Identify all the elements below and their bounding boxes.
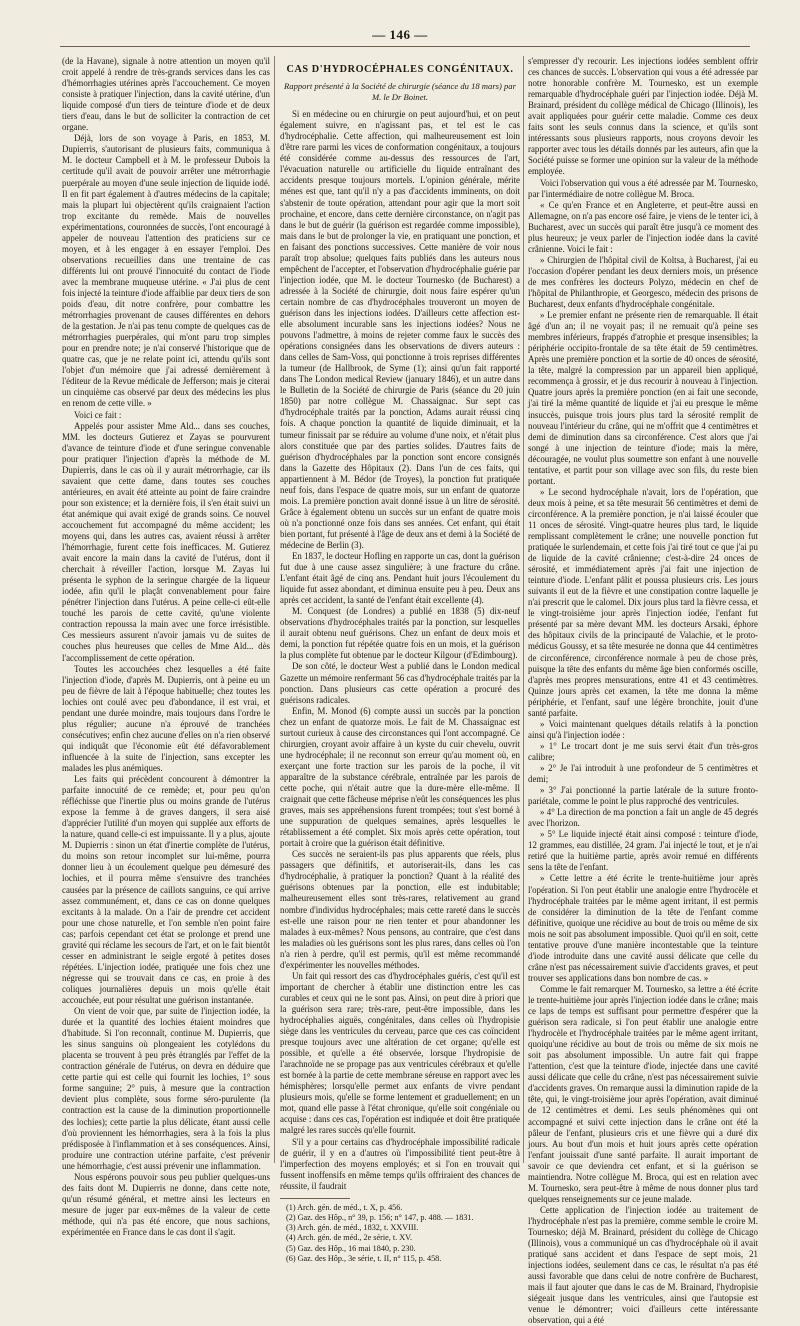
footnote: (4) Arch. gén. de méd., 2e série, t. XV.: [286, 1233, 413, 1243]
paragraph: En 1837, le docteur Hofling en rapporte un cas, dont la guérison fut due à une cause assez singulière; à une fracture du crâne. L'enfant était âgé de cinq ans. Pendant huit jours l'écoulement du liquide fut assez abondant, et diminua ensuite peu à peu. Deux ans après cet accident, la santé de l'enfant était excellente (4).: [280, 551, 520, 606]
paragraph: » 4° La direction de ma ponction a fait un angle de 45 degrés avec l'horizon.: [528, 807, 758, 829]
paragraph: Cette application de l'injection iodée au traitement de l'hydrocéphale n'est pas la première, comme semble le croire M. Tournesko; déjà M. Brainard, président du collège de Chicago (Illinois), vous a communiqué un cas d'hydrocéphale où il avait pratiqué sans accident et dans l'espace de sept mois, 21 injections iodées, seulement dans ce cas, le résultat n'a pas été aussi favorable que dans celui de notre confrère de Bucharest, mais il faut ajouter que dans le cas de M. Brainard, l'hydropisie siégeait jusque dans les ventricules, ainsi que l'autopsie est venue le démontrer; voici d'ailleurs cette intéressante observation, qui a été: [528, 1204, 758, 1326]
footnote: (2) Gaz. des Hôp., n° 39, p. 156; n° 147, p. 488. — 1831.: [286, 1212, 474, 1222]
paragraph: » Chirurgien de l'hôpital civil de Koltsa, à Bucharest, j'ai eu l'occasion d'opérer pendant les deux derniers mois, un présence de mes confrères les docteurs Polyzo, médecin en chef de l'hôpital de Philanthropie, et Georgesco, médecin des prisons de Bucharest, deux enfants d'hydrocéphale congénitale.: [528, 254, 758, 310]
footnote: (5) Gaz. des Hôp., 16 mai 1840, p. 230.: [286, 1243, 416, 1253]
article-title: CAS D'HYDROCÉPHALES CONGÉNITAUX.: [286, 64, 514, 75]
footnote: (6) Gaz. des Hôp., 3e série, t. II, n° 115, p. 458.: [286, 1253, 442, 1263]
paragraph: M. Conquest (de Londres) a publié en 1838 (5) dix-neuf observations d'hydrocéphales traités par la ponction, sur lesquelles il aurait obtenu neuf guérisons. Chez un enfant de deux mois et demi, la ponction fut répétée quatre fois en un mois, et la guérison la plus complète fut obtenue par le docteur Kilgour (d'Edimbourg).: [280, 606, 520, 661]
footnote: (3) Arch. gén. de méd., 1832, t. XXVIII.: [286, 1223, 419, 1233]
footnotes: [280, 1203, 520, 1264]
paragraph: » 5° Le liquide injecté était ainsi composé : teinture d'iode, 12 grammes, eau distillée, 24 gram. J'ai injecté le tout, et je n'ai retiré que la huitième partie, après avoir remué en différents sens la tête de l'enfant.: [528, 829, 758, 873]
page-number: — 146 —: [372, 27, 428, 42]
paragraph: » 2° Je l'ai introduit à une profondeur de 5 centimètres et demi;: [528, 763, 758, 785]
paragraph: Nous espérons pouvoir sous peu publier quelques-uns des faits dont M. Dupierris ne donne, dans cette note, qu'un résumé général, et mettre ainsi les lecteurs en mesure de juger par eux-mêmes de la valeur de cette méthode, qui n'a pas été encore, que nous sachions, expérimentée en France dans le cas dont il s'agit.: [62, 1171, 270, 1237]
paragraph: » Cette lettre a été écrite le trente-huitième jour après l'opération. Si l'on peut établir une analogie entre l'hydrocèle et l'hydrocéphale traitées par le même agent irritant, il est permis de considérer la diminution de la tête de l'enfant comme définitive, quoique une récidive au bout de trois ou même de six mois ne soit pas absolument impossible. Quoi qu'il en soit, cette tentative prouve d'une manière incontestable que la teinture d'iode introduite dans une cavité aussi délicate que celle du crâne n'est pas nécessairement suivie d'accidents graves, et peut trouver ses applications dans bon nombre de cas. »: [528, 873, 758, 983]
paragraph: Voici l'observation qui vous a été adressée par M. Tournesko, par l'intermédiaire de notre collègue M. Broca.: [528, 177, 758, 199]
column-left: [62, 56, 270, 1237]
paragraph: Comme le fait remarquer M. Tournesko, sa lettre a été écrite le trente-huitième jour après l'injection iodée dans le crâne; mais ce laps de temps est suffisant pour permettre d'espérer que la guérison sera radicale, si l'on peut établir une analogie entre l'hydrocèle et l'hydrocéphale traitées par le même agent irritant, quoiqu'une récidive au bout de trois ou même de six mois ne soit pas absolument impossible. Un autre fait qui frappe l'attention, c'est que la teinture d'iode, injectée dans une cavité aussi délicate que celle du crâne, n'est pas nécessairement suivie d'accidents graves. On remarque aussi la diminution rapide de la tête, qui, le vingt-troisième jour après l'opération, avait diminué de 12 centimètres et demi. Les seuls phénomènes qui ont accompagné et suivi cette injection dans le crâne ont été la pâleur de l'enfant, plusieurs cris et une fièvre qui a duré dix jours. Au bout d'un mois et huit jours après cette opération l'enfant jouissait d'une santé parfaite. Il aurait important de savoir ce que deviendra cet enfant, et si la guérison se maintiendra. Notre collègue M. Broca, qui est en relation avec M. Tournesko, sera peut-être à même de nous donner plus tard quelques renseignements sur ce jeune malade.: [528, 983, 758, 1204]
paragraph: » Voici maintenant quelques détails relatifs à la ponction ainsi qu'à l'injection iodée :: [528, 718, 758, 740]
footnote-rule: [280, 1198, 350, 1199]
column-middle: [280, 56, 520, 1263]
paragraph: Appelés pour assister Mme Ald... dans ses couches, MM. les docteurs Gutierez et Zayas se pourvurent d'avance de teinture d'iode et d'une seringue convenable pour pratiquer l'injection d'après la méthode de M. Dupierris, dans le cas où il y aurait métrorrhagie, car ils savaient que cette dame, dans toutes ses couches antérieures, en avait été atteinte au point de faire craindre pour son existence; et la dernière fois, il s'en était suivi un état anémique qui avait exigé de grands soins. Ce nouvel accouchement fut accompagné du même accident; les moyens qui, dans les autres cas, avaient réussi à arrêter l'hémorrhagie, furent cette fois inefficaces. M. Gutierez avait encore la main dans la cavité de l'utérus, dont il cherchait à réveiller l'action, lorsque M. Zayas lui présenta le syphon de la seringue chargée de la liqueur iodée, afin qu'il le plaçât convenablement pour faire pénétrer l'injection dans l'utérus. A peine celle-ci eût-elle touché les parois de cette cavité, qu'une violente contraction repoussa la main avec une force irrésistible. Ces messieurs assurent n'avoir jamais vu de suites de couches plus heureuses que celles de Mme Ald... dès l'accomplissement de cette opération.: [62, 420, 270, 663]
paragraph: » Le second hydrocéphale n'avait, lors de l'opération, que deux mois à peine, et sa tête mesurait 56 centimètres et demi de circonférence. A la première ponction, je n'ai laissé écouler que 11 onces de sérosité. Vingt-quatre heures plus tard, le liquide remplissant complètement le crâne; une nouvelle ponction fut pratiquée le surlendemain, et cette fois j'ai tiré tout ce que j'ai pu de liquide de la cavité crânienne; c'est-à-dire 24 onces de sérosité, et immédiatement après j'ai fait une injection de teinture d'iode. L'enfant pâlit et poussa plusieurs cris. Les jours suivants il eut de la fièvre et une constipation contre laquelle je n'ai prescrit que le calomel. Dix jours plus tard la fièvre cessa, et le vingt-troisième jour après l'injection iodée, l'enfant fut présenté par sa mère devant MM. les docteurs Arsaki, éphore des hôpitaux civils de la principauté de Valachie, et le proto-médicus Goussy, et sa tête mesurée ne donna que 44 centimètres de circonférence, circonférence normale à peu de chose près, puisque la tête des enfants du même âge bien conformés oscille, d'après mes propres mensurations, entre 41 et 43 centimètres. Quinze jours après cet examen, la tête me donna la même périphérie, et l'enfant, sauf une légère bronchite, jouit d'une santé parfaite.: [528, 486, 758, 718]
paragraph: (de la Havane), signale à notre attention un moyen qu'il croit appelé à rendre de très-grands services dans les cas d'hémorrhagies utérines après l'accouchement. Ce moyen consiste à pratiquer l'injection, dans la cavité utérine, d'un liquide composé d'un tiers de teinture d'iode et de deux tiers d'eau, dans le but de solliciter la contraction de cet organe.: [62, 56, 270, 133]
footnote: (1) Arch. gén. de méd., t. X, p. 456.: [286, 1202, 403, 1212]
paragraph: On vient de voir que, par suite de l'injection iodée, la durée et la quantité des lochies étaient moindres que d'habitude. Si l'on reconnaît, continue M. Dupierris, que les sinus sanguins où plongeaient les cotylédons du placenta se trouvent à peu près étranglés par l'effet de la contraction générale de l'utérus, on devra en déduire que cette partie qui est celle qui fournit les lochies, 1° sous forme sanguine; 2° puis, à mesure que la contraction devient plus complète, sous forme séro-purulente (la contraction est la cause de la diminution proportionnelle des lochies); cette partie la plus délicate, étant aussi celle d'où proviennent les hémorrhagies, sera à la fois la plus prédisposée à l'inflammation et à ses conséquences. Ainsi, produire une contraction utérine parfaite, c'est prévenir une hémorrhagie, c'est aussi prévenir une inflammation.: [62, 1006, 270, 1171]
paragraph: » 1° Le trocart dont je me suis servi était d'un très-gros calibre;: [528, 740, 758, 762]
column-divider: [523, 56, 524, 1163]
paragraph: Si en médecine ou en chirurgie on peut aujourd'hui, et on peut également suivre, en n'agissant pas, et tel est le cas d'hydrocéphalie. Cette affection, qui malheureusement est loin d'être rare parmi les vices de conformation congénitaux, a toujours été considérée comme au-dessus des ressources de l'art, l'évacuation naturelle ou artificielle du liquide entraînant des accidents presque toujours mortels. L'opinion générale, mérite ménes est que, tant qu'il n'y a pas d'accidents imminents, on doit s'abstenir de toute opération, attendant pour agir que la mort soit prochaine, et encore, dans cette dernière circonstance, on n'agit pas dans le but de guérir (la guérison est regardée comme impossible), mais dans le but de prolonger la vie, en pratiquant une ponction, et en faisant des ponctions successives. Cette manière de voir nous paraît trop absolue; quelques faits publiés dans les auteurs nous empêchent de l'accepter, et l'observation d'hydrocéphalie guérie par l'injection iodée, que M. le docteur Tournesko (de Bucharest) a adressée à la Société de chirurgie, doit nous faire espérer qu'un certain nombre de cas d'hydrocéphales trouveront un moyen de guérison dans les injections iodées. D'ailleurs cette affection est-elle absolument incurable sans les injections iodées? Nous ne pouvons l'admettre, à moins de rejeter comme faux le succès des opérations consignées dans les observations de divers auteurs : dans celles de Sam-Voss, qui ponctionne à trois reprises différentes la tumeur (de Hallbrook, de Syme (1); ainsi qu'un fait rapporté dans The London medical Review (january 1846), et un autre dans le Bulletin de la Société de chirurgie de Paris (séance du 20 juin 1850) par notre collègue M. Chassaignac. Sur sept cas d'hydrocéphale traités par la ponction, Adams aurait réussi cinq fois. A chaque ponction la quantité de liquide diminuait, et la tumeur finissait par se réduire au volume d'une noix, et n'était plus alors constituée que par des parties solides. D'autres faits de guérison d'hydrocéphales par la ponction sont encore consignés dans la Gazette des Hôpitaux (2). Dans l'un de ces faits, qui appartiennent à M. Bédor (de Troyes), la ponction fut pratiquée neuf fois, dans l'espace de quatre mois, sur un enfant de quatorze mois. La première ponction avait donné issue à un litre de sérosité. Grâce à également obtenu un succès sur un enfant de quatre mois où n'a ponctionné onze fois dans ses années. Cet enfant, qui était bien portant, fut présenté à l'âge de deux ans et demi à la Société de médecine de Berlin (3).: [280, 109, 520, 550]
paragraph: S'il y a pour certains cas d'hydrocéphale impossibilité radicale de guérir, il y en a d'autres où l'impossibilité tient peut-être à l'imperfection des moyens employés; et si l'on en trouvait qui fussent inoffensifs en même temps qu'ils offriraient des chances de réussite, il faudrait: [280, 1136, 520, 1191]
paragraph: Déjà, lors de son voyage à Paris, en 1853, M. Dupierris, s'autorisant de plusieurs faits, communiqua à M. le docteur Campbell et à M. le professeur Dubois la certitude qu'il avait de pouvoir arrêter une métrorrhagie puerpérale au moyen d'une seule injection de liquide iodé. Il en fit part également à d'autres médecins de la capitale; mais la plupart lui objectèrent qu'ils craignaient l'action trop excitante du remède. Mais de nouvelles expérimentations, couronnées de succès, l'ont encouragé à appeler de nouveau l'attention des praticiens sur ce moyen, et à les engager à en essayer l'emploi. Des observations recueillies dans une trentaine de cas différents lui ont prouvé l'innocuité du contact de l'iode avec la membrane muqueuse utérine. « J'ai plus de cent fois injecté la teinture d'iode affaiblie par deux tiers de son poids d'eau, dit notre confrère, pour combattre les métrorrhagies provenant de causes différentes en dehors de la gestation. Je n'ai pas tenu compte de quelques cas de métrorrhagies puerpérales, qui m'ont paru trop simples pour en prendre note; je n'ai conservé l'historique que de quatre cas, que je ne relate point ici, attendu qu'ils sont l'objet d'un mémoire que j'ai adressé dernièrement à l'éditeur de la Revue médicale de Jefferson; mais je citerai un cinquième cas observé par deux des médecins les plus en renom de cette ville. »: [62, 133, 270, 409]
paragraph: De son côté, le docteur West a publié dans le London medical Gazette un mémoire renfermant 56 cas d'hydrocéphale traités par la ponction. Dans plusieurs cas cette opération a procuré des guérisons radicales.: [280, 661, 520, 705]
article-subtitle: Rapport présenté à la Société de chirurgie (séance du 18 mars) par M. le Dr Boinet.: [284, 81, 516, 103]
page-header: [0, 26, 800, 46]
paragraph: Les faits qui précèdent concourent à démontrer la parfaite innocuité de ce remède; et, pour peu qu'on réfléchisse que l'inertie plus ou moins grande de l'utérus expose la femme à de graves dangers, il sera aisé d'apprécier l'utilité d'un moyen qui supplée aux efforts de la nature, quand celle-ci est impuissante. Il y a plus, ajoute M. Dupierris : sinon un état d'inertie complète de l'utérus, du moins son retour incomplet sur lui-même, pourra donner lieu à un écoulement quelque peu démesuré des lochies, et il pourra même s'ensuivre des tranchées causées par la présence de caillots sanguins, ce qui arrive assez communément, et, dans ce cas on donne quelques excitants à la malade. On a l'air de prendre cet accident pour une chose naturelle, et l'on semble n'en point faire cas; parfois cependant cet état se prolonge et prend une gravité qui réclame les secours de l'art, et on le fait bientôt cesser en administrant le seigle ergoté à petites doses répétées. L'injection iodée, pratiquée une fois chez une négresse qui se trouvait dans ce cas, en proie à des coliques journalières depuis un mois qu'elle était accouchée, eut pour résultat une guérison instantanée.: [62, 774, 270, 1005]
paragraph: « Ce qu'en France et en Angleterre, et peut-être aussi en Allemagne, on n'a pas encore osé faire, je viens de le tenter ici, à Bucharest, avec un succès qui paraît être jusqu'à ce moment des plus heureux; je veux parler de l'injection iodée dans la cavité crânienne. Voici le fait :: [528, 199, 758, 254]
paragraph: » 3° J'ai ponctionné la partie latérale de la suture fronto-pariétale, comme le point le plus rapproché des ventricules.: [528, 785, 758, 807]
paragraph: s'empresser d'y recourir. Les injections iodées semblent offrir ces chances de succès. L'observation qui vous a été adressée par notre honorable confrère M. Tournesko, est un exemple remarquable d'hydrocéphale guéri par l'injection iodée. Déjà M. Brainard, président du collège médical de Chicago (Illinois), les avait appliquées pour guérir cette maladie. Comme ces deux faits sont les seuls connus dans la science, et qu'ils sont intéressants sous plusieurs rapports, nous croyons devoir les rapporter avec tous les détails donnés par les auteurs, afin que la Société puisse se former une opinion sur la valeur de la méthode employée.: [528, 56, 758, 177]
paragraph: » Le premier enfant ne présente rien de remarquable. Il était âgé d'un an; il ne voyait pas; il ne remuait qu'à peine ses membres inférieurs, frappés d'atrophie et presque insensibles; la périphérie occipito-frontale de sa tête était de 59 centimètres. Après une première ponction et la sortie de 40 onces de sérosité, la tête, malgré la compression par un appareil bien appliqué, recommença à grossir, et je dus recourir à nouveau à l'injection. Quatre jours après la première ponction (en ai fait une seconde, j'ai tiré la même quantité de liquide et j'ai eu presque le même insuccès, puisque trois jours plus tard la sérosité remplit de nouveau l'intérieur du crâne, qui ne m'offrit que 4 centimètres et demi de diminution dans sa circonférence. C'est alors que j'ai songé à une injection de teinture d'iode; mais la mère, découragée, ne voulut plus soumettre son enfant à une nouvelle tentative, et partit pour son village avec son fils, du reste bien portant.: [528, 310, 758, 486]
column-right: [528, 56, 758, 1326]
column-divider: [274, 56, 275, 1163]
paragraph: Enfin, M. Monod (6) compte aussi un succès par la ponction chez un enfant de quatorze mois. Le fait de M. Chassaignac est surtout curieux à cause des circonstances qui l'ont accompagné. Ce chirurgien, croyant avoir affaire à un kyste du cuir chevelu, ouvrit une hydrocéphale; il ne reconnut son erreur qu'au moment où, en exerçant une forte traction sur les parois de la poche, il vit apparaître de la substance cérébrale, entraînée par les parois de cette poche, qui n'était autre que la dure-mère elle-même. Il craignait que cette fâcheuse méprise n'eût les conséquences les plus graves, mais ses appréhensions furent trompées; tout s'est borné à une suppuration de quelques semaines, après lesquelles le rétablissement a été complet. Six mois après cette opération, tout portait à croire que la guérison était définitive.: [280, 705, 520, 849]
header-rule: [60, 46, 750, 47]
paragraph: Ces succès ne seraient-ils pas plus apparents que réels, plus passagers que définitifs, et autoriserait-ils, dans les cas d'hydrocéphalie, à pratiquer la ponction? Quant à la réalité des guérisons obtenues par la ponction, elle est indubitable; malheureusement elles sont très-rares, relativement au grand nombre d'individus hydrocéphales; mais cette rareté dans le succès est-elle une raison pour ne rien tenter et pour abandonner les malades à eux-mêmes? Nous pensons, au contraire, que c'est dans les maladies où les guérisons sont les plus rares, dans celles où l'on n'a rien à perdre, qu'il est permis, qu'il est même recommandé d'expérimenter les nouvelles méthodes.: [280, 849, 520, 970]
paragraph: Voici ce fait :: [74, 409, 122, 420]
paragraph: Toutes les accouchées chez lesquelles a été faite l'injection d'iode, d'après M. Dupierris, ont à peine eu un peu de fièvre de lait à l'époque habituelle; chez toutes les lochies ont coulé avec peu d'abondance, il est vrai, et pendant une durée moindre, mais toujours dans l'ordre le plus régulier; aucune n'a éprouvé de tranchées consécutives; enfin chez aucune d'elles on n'a rien observé qui indiquât que l'économie eût été défavorablement influencée à la suite de l'injection, sans excepter les malades les plus anémiques.: [62, 663, 270, 773]
paragraph: Un fait qui ressort des cas d'hydrocéphales guéris, c'est qu'il est important de chercher à établir une distinction entre les cas curables et ceux qui ne le sont pas. Ainsi, on peut dire à priori que la guérison sera rare; très-rare, peut-être impossible, dans les hydrocéphalies aiguës, congénitales, dans celles où l'hydropisie siège dans les ventricules du cerveau, parce que ces cas coïncident presque toujours avec une altération de cet organe; qu'elle est possible, et qu'elle a été observée, lorsque l'hydropisie de l'arachnoïde ne se propage pas aux ventricules cérébraux et qu'elle est bornée à la partie de cette membrane séreuse en rapport avec les hémisphères; lorsqu'elle permet aux enfants de vivre pendant plusieurs mois, qu'elle se forme lentement et graduellement; en un mot, quand elle passe à l'état chronique, qu'elle soit congéniale ou acquise : dans ces cas, l'opération est indiquée et doit être pratiquée malgré les rares succès qu'elle fournit.: [280, 970, 520, 1136]
